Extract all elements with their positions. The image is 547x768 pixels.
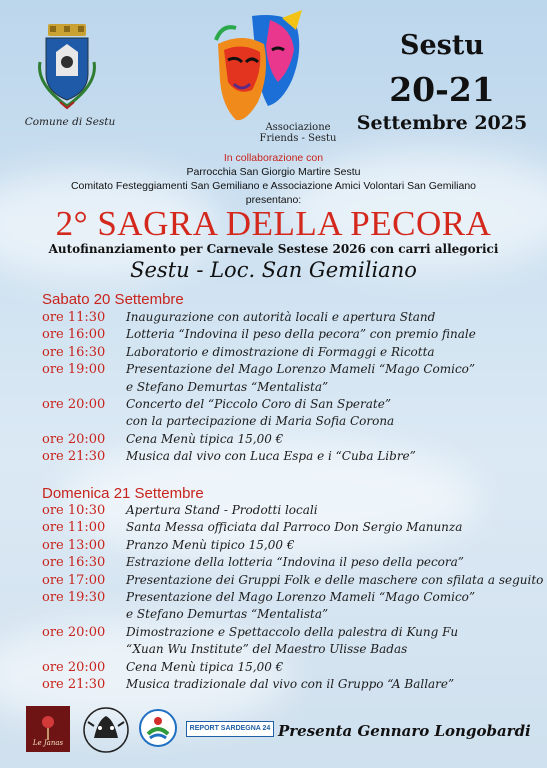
comune-crest-icon	[34, 22, 100, 110]
schedule-time: ore 11:30	[42, 310, 106, 325]
schedule-time: ore 19:30	[42, 590, 106, 605]
schedule-time: ore 21:30	[42, 449, 106, 465]
schedule-item	[42, 432, 532, 449]
schedule-description: Inaugurazione con autorità locali e apertura Stand	[126, 310, 436, 324]
event-month-year: Settembre 2025	[356, 112, 528, 134]
schedule-item	[42, 520, 532, 537]
le-janas-logo	[26, 706, 70, 752]
schedule-description: Concerto del “Piccolo Coro di San Sperate”	[126, 397, 391, 411]
saturday-heading: Sabato 20 Settembre	[42, 291, 184, 308]
crest-label: Comune di Sestu	[24, 116, 116, 128]
event-dates: 20-21	[389, 70, 495, 109]
schedule-item	[42, 572, 544, 590]
le-janas-text: Le Janas	[32, 739, 64, 747]
schedule-description: Presentazione del Mago Lorenzo Mameli “Mago Comico”	[126, 590, 476, 604]
schedule-description: Apertura Stand - Prodotti locali	[126, 503, 318, 517]
schedule-item	[42, 677, 532, 694]
city-title: Sestu	[400, 30, 484, 61]
schedule-time: ore 19:00	[42, 362, 106, 378]
event-title: 2° SAGRA DELLA PECORA	[55, 204, 492, 243]
schedule-time: ore 20:00	[42, 397, 106, 412]
schedule-item	[42, 590, 532, 622]
sunday-heading: Domenica 21 Settembre	[42, 485, 204, 502]
schedule-time: ore 20:00	[42, 659, 106, 675]
schedule-description: Estrazione della lotteria “Indovina il peso della pecora”	[126, 555, 464, 570]
schedule-description: Laboratorio e dimostrazione di Formaggi e Ricotta	[126, 344, 435, 359]
schedule-time: ore 20:00	[42, 624, 106, 640]
schedule-time: ore 16:00	[42, 327, 106, 343]
schedule-description: “Xuan Wu Institute” del Maestro Ulisse Badas	[126, 642, 408, 657]
schedule-item	[42, 397, 532, 429]
association-line1: Associazione	[265, 122, 331, 133]
schedule-time: ore 16:30	[42, 344, 106, 360]
schedule-description: Musica tradizionale dal vivo con il Gruppo “A Ballare”	[126, 677, 455, 691]
schedule-description: Cena Menù tipica 15,00 €	[126, 431, 284, 446]
cultural-association-logo-icon	[80, 704, 132, 754]
schedule-time: ore 20:00	[42, 431, 106, 447]
schedule-time: ore 13:00	[42, 537, 106, 553]
schedule-description: Lotteria “Indovina il peso della pecora” con premio finale	[126, 327, 476, 342]
schedule-time: ore 17:00	[42, 572, 106, 588]
report-sardegna-text: REPORT SARDEGNA 24	[189, 725, 271, 732]
schedule-item	[42, 449, 532, 466]
schedule-time: ore 10:30	[42, 503, 106, 518]
schedule-time: ore 21:30	[42, 677, 106, 692]
schedule-description: Dimostrazione e Spettaccolo della palestra di Kung Fu	[126, 624, 459, 639]
schedule-item	[42, 555, 532, 572]
schedule-item	[42, 503, 532, 520]
schedule-item	[42, 624, 532, 657]
schedule-description: Santa Messa officiata dal Parroco Don Sergio Manunza	[126, 520, 463, 535]
schedule-description: Musica dal vivo con Luca Espa e i “Cuba Libre”	[126, 449, 416, 464]
schedule-description: Presentazione dei Gruppi Folk e delle maschere con sfilata a seguito	[126, 572, 544, 587]
schedule-description: con la partecipazione di Maria Sofia Corona	[126, 414, 395, 429]
carnival-masks-icon	[212, 10, 308, 128]
collaboration-intro: In collaborazione con	[223, 152, 324, 164]
event-location: Sestu - Loc. San Gemiliano	[130, 258, 417, 282]
presenter-credit: Presenta Gennaro Longobardi	[278, 722, 531, 740]
schedule-item	[42, 327, 532, 344]
schedule-item	[42, 345, 532, 362]
schedule-description: Cena Menù tipica 15,00 €	[126, 659, 284, 674]
schedule-item	[42, 538, 532, 555]
schedule-item	[42, 660, 532, 677]
schedule-time: ore 16:30	[42, 555, 106, 571]
volunteers-logo-icon	[138, 708, 178, 748]
association-label	[252, 122, 344, 144]
event-subtitle: Autofinanziamento per Carnevale Sestese 2026 con carri allegorici	[48, 242, 499, 256]
association-line2: Friends - Sestu	[259, 133, 337, 144]
schedule-description: Presentazione del Mago Lorenzo Mameli “Mago Comico”	[126, 362, 476, 377]
schedule-description: e Stefano Demurtas “Mentalista”	[126, 379, 329, 394]
schedule-time: ore 11:00	[42, 520, 106, 536]
report-sardegna-logo	[186, 721, 274, 737]
collaboration-parish: Parrocchia San Giorgio Martire Sestu	[186, 166, 361, 178]
collaboration-committee: Comitato Festeggiamenti San Gemiliano e Associazione Amici Volontari San Gemiliano	[70, 180, 477, 192]
collaboration-present: presentano:	[245, 194, 302, 206]
schedule-description: e Stefano Demurtas “Mentalista”	[126, 607, 329, 622]
schedule-item	[42, 362, 532, 394]
schedule-item	[42, 310, 532, 327]
schedule-description: Pranzo Menù tipico 15,00 €	[126, 537, 295, 552]
